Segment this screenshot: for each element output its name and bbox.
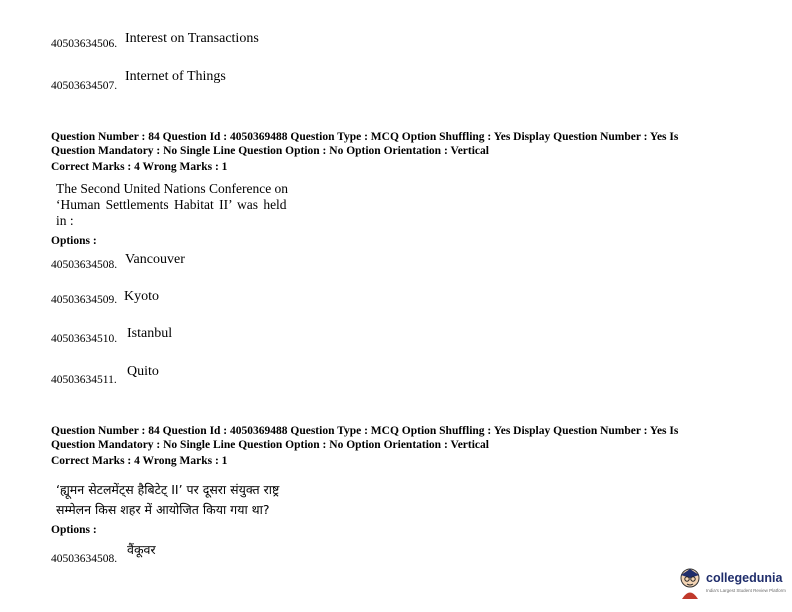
question-header-line: Question Mandatory : No Single Line Question Option : No Option Orientation : Vertical [51,439,489,451]
option-id: 40503634506. [51,38,118,50]
option-id: 40503634509. [51,294,118,306]
option-text: Internet of Things [125,69,226,84]
question-text-line: ‘Human Settlements Habitat II’ was held [56,197,287,212]
marks-line: Correct Marks : 4 Wrong Marks : 1 [51,455,228,467]
option-text: वैंकूवर [127,542,156,557]
logo-wordmark: collegedunia [706,571,783,585]
option-text: Istanbul [127,326,173,341]
option-text: Vancouver [125,252,185,267]
option-text: Kyoto [124,289,159,304]
marks-line: Correct Marks : 4 Wrong Marks : 1 [51,161,228,173]
mascot-icon [676,566,704,600]
option-id: 40503634508. [51,553,118,565]
option-id: 40503634507. [51,80,118,92]
option-text: Quito [127,364,159,379]
options-label: Options : [51,235,97,247]
options-label: Options : [51,524,97,536]
option-text: Interest on Transactions [125,31,259,46]
question-text-line: ‘ह्यूमन सेटलमेंट्स हैबिटेट् II’ पर दूसरा संयुक्त राष्ट्र [56,482,280,497]
question-header-line: Question Number : 84 Question Id : 4050369488 Question Type : MCQ Option Shuffling : Yes Display Question Number : Yes Is [51,425,679,437]
option-id: 40503634510. [51,333,118,345]
question-header-line: Question Number : 84 Question Id : 4050369488 Question Type : MCQ Option Shuffling : Yes Display Question Number : Yes Is [51,131,679,143]
question-header-line: Question Mandatory : No Single Line Question Option : No Option Orientation : Vertical [51,145,489,157]
logo-tagline: India's Largest Student Review Platform [706,588,786,593]
question-text-line: सम्मेलन किस शहर में आयोजित किया गया था? [56,502,270,517]
collegedunia-logo [676,566,788,602]
question-text-line: in : [56,213,74,228]
option-id: 40503634508. [51,259,118,271]
question-text-line: The Second United Nations Conference on [56,181,289,196]
option-id: 40503634511. [51,374,117,386]
